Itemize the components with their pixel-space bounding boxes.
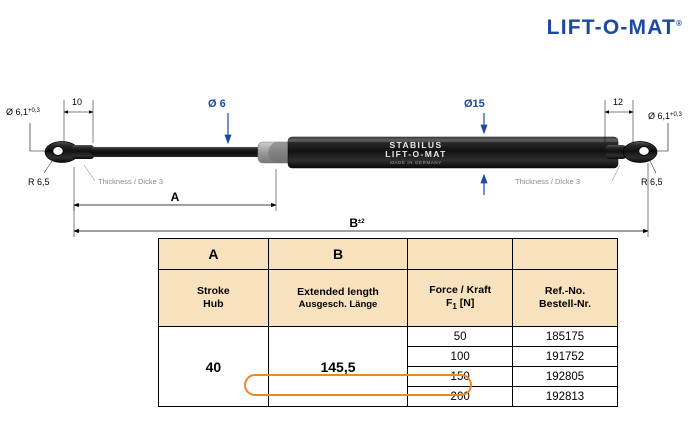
column-header-length-line2: Ausgesch. Länge (298, 298, 378, 310)
tube-diameter-label: Ø15 (464, 98, 485, 110)
letter-header-force (408, 239, 513, 270)
svg-text:LIFT-O-MAT: LIFT-O-MAT (385, 149, 447, 159)
cell-ref-no: 192805 (513, 367, 618, 387)
table-column-header-row (159, 270, 618, 327)
spec-table (158, 238, 618, 407)
column-header-ref-line1: Ref.-No. (544, 284, 586, 297)
svg-text:STABILUS: STABILUS (389, 140, 443, 150)
column-header-ref (513, 270, 618, 327)
cell-force: 100 (408, 347, 513, 367)
column-header-force-line2 (408, 297, 512, 312)
cell-force: 50 (408, 327, 513, 347)
force-unit: [N] (456, 297, 475, 310)
column-header-stroke-line1: Stroke (197, 284, 230, 297)
radius-left-annotation (28, 161, 52, 187)
dim-b (74, 163, 648, 237)
letter-header-ref (513, 239, 618, 270)
thickness-right-label: Thickness / Dicke 3 (515, 177, 581, 186)
dim-a-label: A (170, 190, 180, 204)
force-symbol: F (445, 297, 453, 310)
brand-logo (547, 16, 682, 40)
left-eye-diameter-label: Ø $6,1^{+0,3}$ (6, 107, 40, 117)
right-eye-length-label: 12 (613, 97, 624, 107)
cell-extended-length: 145,5 (268, 327, 408, 407)
spec-table-wrapper (158, 238, 618, 407)
right-eye-diameter-label: Ø $6,1^{+0,3}$ (648, 111, 682, 121)
letter-header-b: B (268, 239, 408, 270)
dim-rod-diameter (208, 98, 228, 143)
cell-ref-no: 192813 (513, 387, 618, 407)
left-eyelet (45, 142, 94, 163)
cell-stroke: 40 (159, 327, 269, 407)
piston-rod (92, 147, 260, 157)
column-header-stroke (159, 270, 269, 327)
dim-right-eye-length (605, 97, 633, 143)
svg-text:MADE IN GERMANY: MADE IN GERMANY (390, 160, 442, 165)
dim-a (74, 167, 276, 211)
brand-registered-mark: ® (676, 19, 682, 28)
cell-force: 150 (408, 367, 513, 387)
radius-right-label: R 6,5 (641, 177, 663, 187)
cell-ref-no: 185175 (513, 327, 618, 347)
letter-header-a: A (159, 239, 269, 270)
dim-left-eye-length (64, 97, 93, 143)
thickness-left-annotation (84, 165, 163, 186)
dim-left-eye-diameter (6, 107, 52, 151)
column-header-force-line1: Force / Kraft (429, 283, 492, 296)
thickness-left-label: Thickness / Dicke 3 (98, 177, 164, 186)
cell-ref-no: 191752 (513, 347, 618, 367)
brand-name: LIFT-O-MAT (546, 16, 677, 39)
table-letter-header-row (159, 239, 618, 270)
force-subscript: 1 (452, 302, 457, 312)
column-header-force (408, 270, 513, 327)
column-header-length-line1: Extended length (297, 285, 379, 298)
cell-force: 200 (408, 387, 513, 407)
rod-collar (258, 142, 292, 163)
radius-left-label: R 6,5 (28, 177, 50, 187)
column-header-length (268, 270, 408, 327)
radius-right-annotation (641, 161, 663, 187)
tube-print-label (385, 140, 447, 165)
gas-spring-drawing (0, 55, 700, 240)
left-eye-length-label: 10 (72, 97, 83, 107)
table-row[interactable] (159, 327, 618, 347)
dim-b-label: $B^{\pm 2}$ (349, 216, 365, 230)
rod-diameter-label: Ø 6 (208, 98, 226, 110)
column-header-stroke-line2: Hub (203, 298, 224, 310)
column-header-ref-line2: Bestell-Nr. (539, 298, 591, 310)
